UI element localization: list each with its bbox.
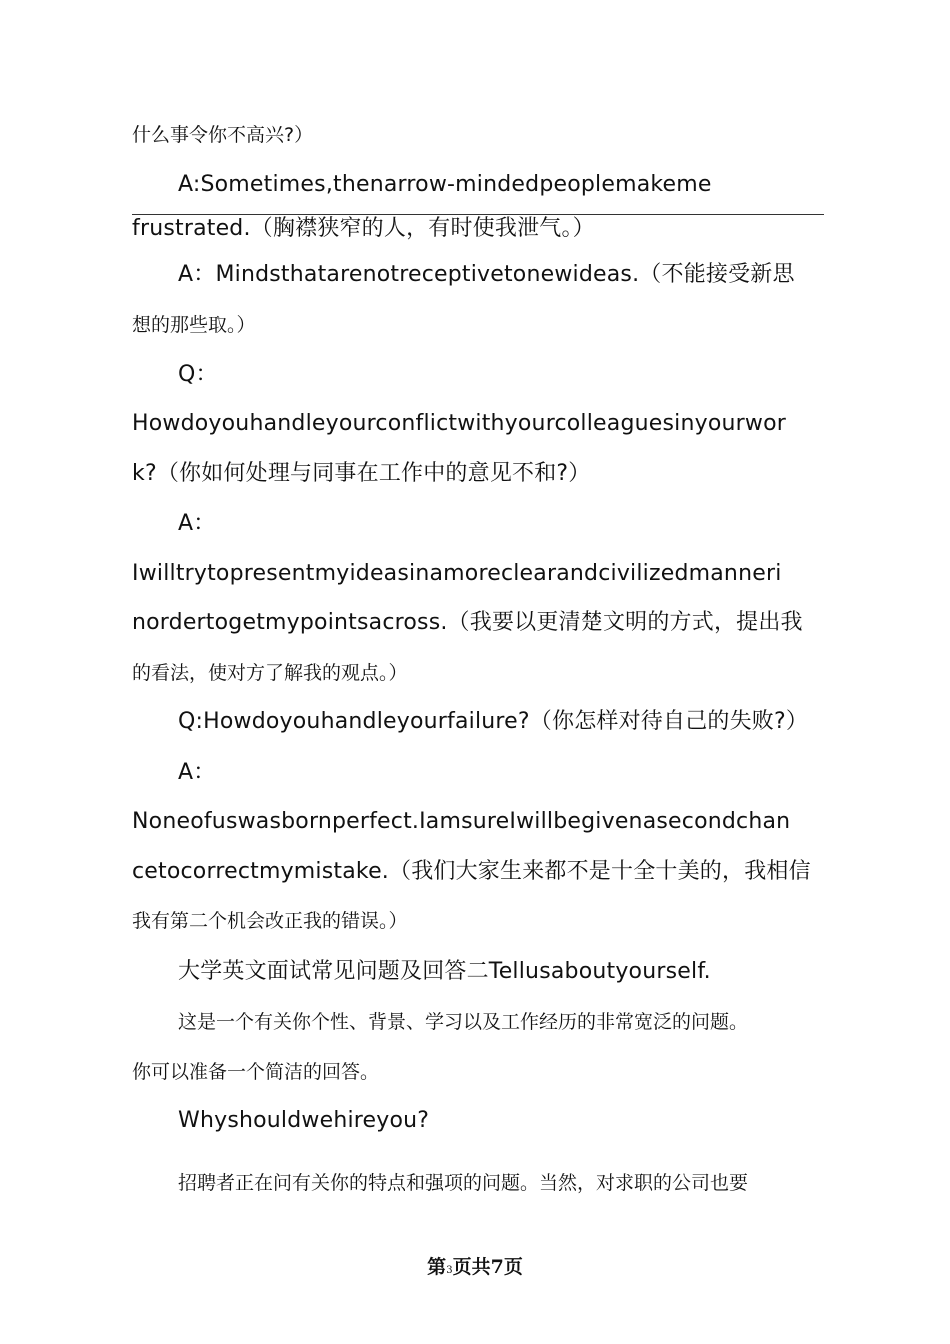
text-line: 什么事令你不高兴?） bbox=[132, 124, 314, 146]
text-line: 我有第二个机会改正我的错误。） bbox=[132, 910, 408, 932]
footer-middle: 页共 bbox=[452, 1256, 491, 1278]
footer-page-number: 3 bbox=[446, 1265, 453, 1276]
text-line: A： bbox=[178, 760, 216, 785]
text-line: 你可以准备一个简洁的回答。 bbox=[132, 1061, 380, 1083]
page-footer bbox=[0, 1252, 950, 1279]
text-line: Whyshouldwehireyou? bbox=[178, 1108, 430, 1133]
text-line: cetocorrectmymistake.（我们大家生来都不是十全十美的，我相信 bbox=[132, 859, 811, 884]
footer-prefix: 第 bbox=[427, 1256, 447, 1278]
footer-total-pages: 7 bbox=[490, 1256, 504, 1278]
text-line: 的看法，使对方了解我的观点。） bbox=[132, 662, 408, 684]
text-line: Iwilltrytopresentmyideasinamoreclearandcivilizedmanneri bbox=[132, 561, 782, 586]
text-line: 想的那些取。） bbox=[132, 314, 256, 336]
text-line: 招聘者正在问有关你的特点和强项的问题。当然，对求职的公司也要 bbox=[178, 1172, 749, 1194]
text-line: A： bbox=[178, 511, 216, 536]
text-line: Q： bbox=[178, 362, 218, 387]
underline-rule bbox=[132, 214, 824, 215]
text-line: frustrated.（胸襟狭窄的人，有时使我泄气。） bbox=[132, 216, 595, 241]
text-line: Q:Howdoyouhandleyourfailure?（你怎样对待自己的失败?） bbox=[178, 709, 809, 734]
text-line: A：Mindsthatarenotreceptivetonewideas.（不能接受新思 bbox=[178, 262, 795, 287]
text-line: k?（你如何处理与同事在工作中的意见不和?） bbox=[132, 461, 591, 486]
footer-suffix: 页 bbox=[503, 1256, 523, 1278]
text-line: Noneofuswasbornperfect.IamsureIwillbegivenasecondchan bbox=[132, 809, 791, 834]
text-line: 大学英文面试常见问题及回答二Tellusaboutyourself. bbox=[178, 959, 711, 984]
text-line: Howdoyouhandleyourconflictwithyourcolleaguesinyourwor bbox=[132, 411, 786, 436]
text-line: A:Sometimes,thenarrow-mindedpeoplemakeme bbox=[178, 172, 712, 197]
text-line: 这是一个有关你个性、背景、学习以及工作经历的非常宽泛的问题。 bbox=[178, 1011, 749, 1033]
text-line: nordertogetmypointsacross.（我要以更清楚文明的方式，提出我 bbox=[132, 610, 803, 635]
